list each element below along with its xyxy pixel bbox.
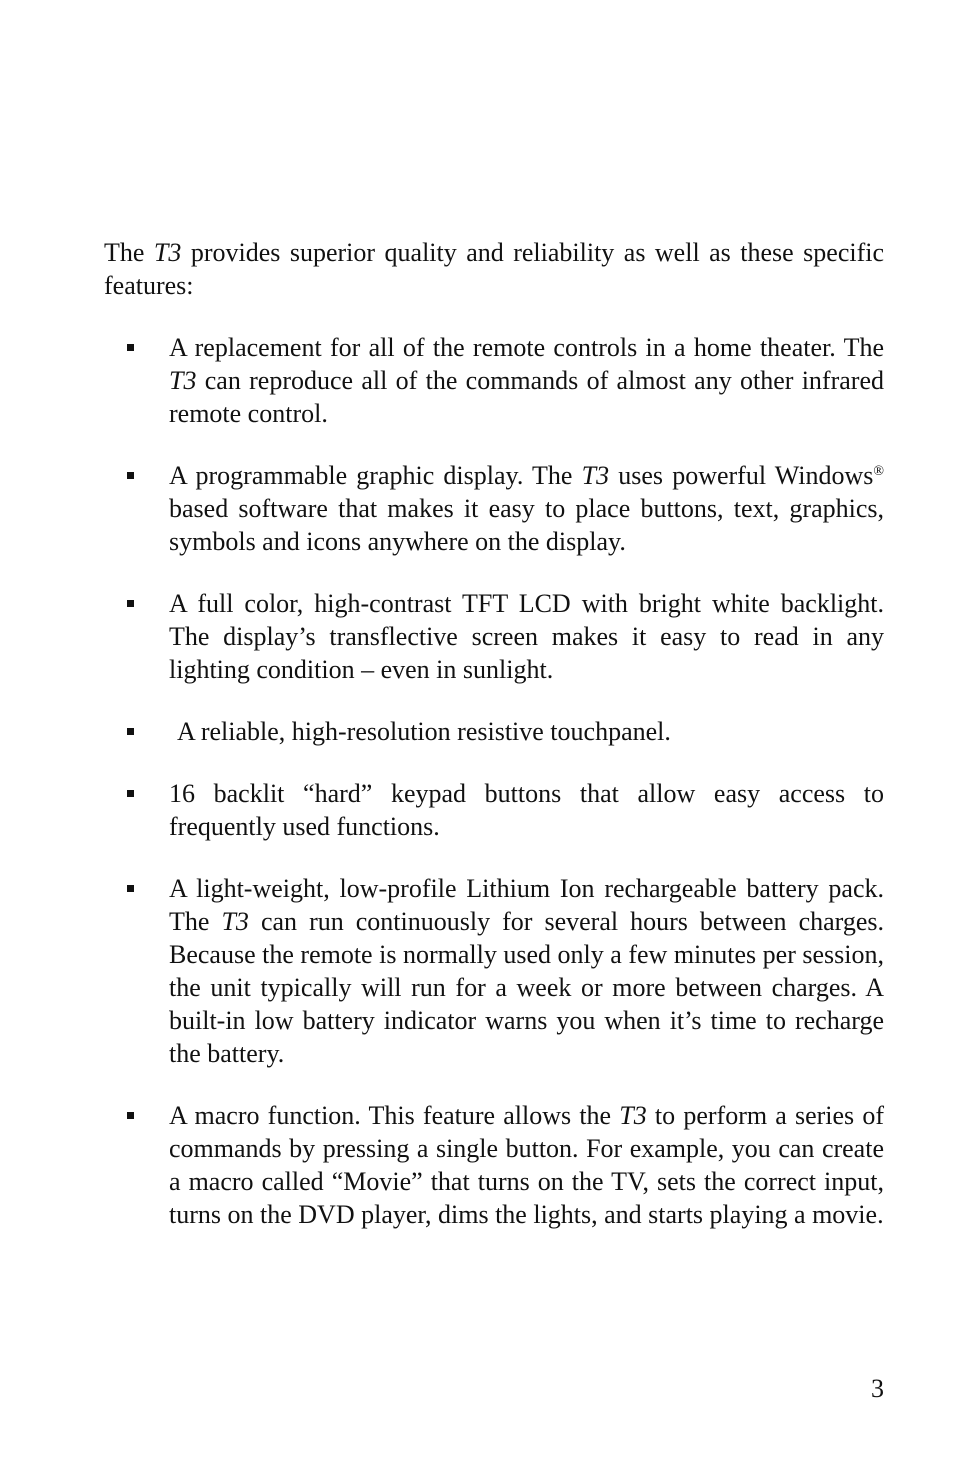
feature-item-touchpanel bbox=[104, 715, 884, 748]
feature-item-graphic-display bbox=[104, 459, 884, 558]
square-bullet-icon bbox=[127, 728, 134, 735]
product-name: T3 bbox=[619, 1101, 647, 1130]
square-bullet-icon bbox=[127, 1112, 134, 1119]
feature-text: A macro function. This feature allows the T3 to perform a series of commands by pressing a single button. For example, you can create a macro called “Movie” that turns on the TV, sets the correct input, turns on the DVD player, dims the lights, and starts playing a movie. bbox=[169, 1101, 885, 1229]
intro-text-start: The bbox=[104, 238, 154, 267]
product-name: T3 bbox=[221, 907, 249, 936]
product-name: T3 bbox=[153, 238, 182, 267]
page-number: 3 bbox=[871, 1374, 884, 1403]
intro-text-end: provides superior quality and reliability as well as these specific features: bbox=[104, 238, 885, 300]
feature-item-macro-function bbox=[104, 1099, 884, 1231]
registered-mark: ® bbox=[873, 464, 885, 479]
square-bullet-icon bbox=[127, 790, 134, 797]
intro-paragraph bbox=[104, 236, 884, 302]
feature-item-tft-lcd bbox=[104, 587, 884, 686]
feature-text: A full color, high-contrast TFT LCD with bright white backlight. The display’s transflective screen makes it easy to read in any lighting condition – even in sunlight. bbox=[169, 589, 884, 684]
feature-item-remote-replacement bbox=[104, 331, 884, 430]
product-name: T3 bbox=[169, 366, 197, 395]
page-content bbox=[104, 236, 884, 1260]
square-bullet-icon bbox=[127, 344, 134, 351]
feature-text: A light-weight, low-profile Lithium Ion rechargeable battery pack. The T3 can run continuously for several hours between charges. Because the remote is normally used only a few minutes per session, the unit typically will run for a week or more between charges. A built-in low battery indicator warns you when it’s time to recharge the battery. bbox=[169, 874, 884, 1068]
product-name: T3 bbox=[581, 461, 610, 490]
feature-item-keypad-buttons bbox=[104, 777, 884, 843]
feature-text: A programmable graphic display. The T3 uses powerful Windows® based software that makes it easy to place buttons, text, graphics, symbols and icons anywhere on the display. bbox=[169, 461, 885, 556]
square-bullet-icon bbox=[127, 472, 134, 479]
square-bullet-icon bbox=[127, 885, 134, 892]
feature-list bbox=[104, 331, 884, 1231]
feature-text: 16 backlit “hard” keypad buttons that allow easy access to frequently used functions. bbox=[169, 779, 884, 841]
feature-text: A replacement for all of the remote controls in a home theater. The T3 can reproduce all of the commands of almost any other infrared remote control. bbox=[169, 333, 884, 428]
feature-item-battery bbox=[104, 872, 884, 1070]
feature-text: A reliable, high-resolution resistive touchpanel. bbox=[177, 717, 671, 746]
square-bullet-icon bbox=[127, 600, 134, 607]
